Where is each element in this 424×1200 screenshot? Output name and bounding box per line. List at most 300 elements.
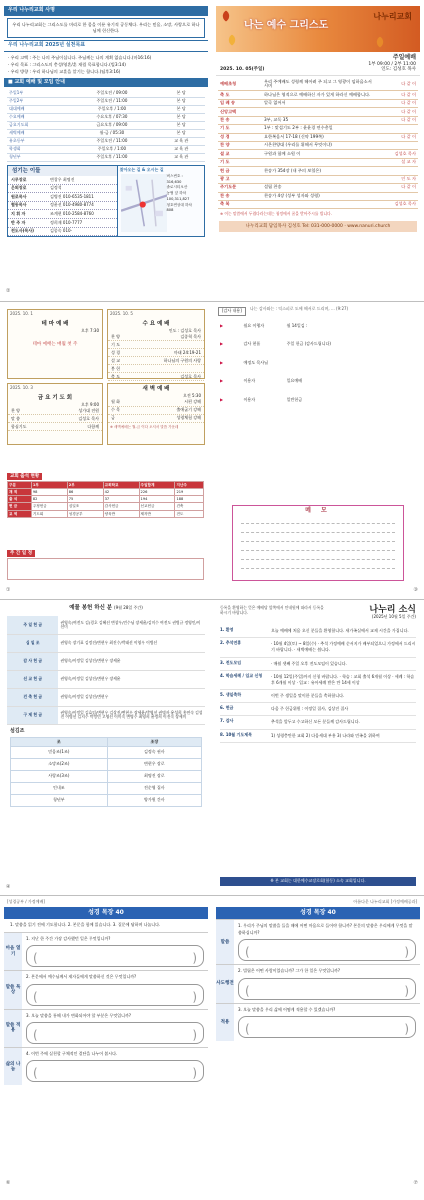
group-cell: 전순영 집사 [107, 783, 201, 795]
worship-cell: 수요오후 / 07:30 [66, 113, 157, 121]
news-item [220, 671, 416, 690]
order-cell: 구원과 함께 소원 이 [262, 150, 374, 158]
worship-cell: 청년부 [7, 153, 66, 161]
thanks-name: 이용자 [243, 378, 256, 384]
thanks-name: 이용자 [243, 396, 256, 402]
service-note: 테마 예배는 매월 첫 주 [32, 341, 78, 347]
study-section: 사도행전 [216, 965, 234, 1002]
page-offerings [4, 602, 208, 892]
news-list [220, 625, 416, 743]
worship-cell: 금요오후 / 09:00 [66, 121, 157, 129]
order-row [218, 150, 418, 158]
staff-role: 원로목사 [11, 193, 27, 199]
group-cell: 믿음조(1조) [11, 747, 108, 759]
order-cell: 설 교 [218, 150, 262, 158]
attendance-row [8, 489, 204, 496]
leaf-icon [226, 34, 237, 45]
news-footer: ※ 본 교회는 대한예수교장로회(합동) 소속 교회입니다. [220, 877, 416, 886]
news-item-title: 4. 학습세례 / 입교 신청 [220, 672, 263, 678]
service-date: 2025. 10. 05(주일) [220, 67, 265, 73]
study-question: 1. 지난 한 주간 가장 감사했던 일은 무엇입니까? [26, 935, 111, 941]
answer-box[interactable] [238, 939, 416, 961]
staff-role: 은퇴장로 [11, 185, 27, 191]
staff-name: 조계현 010-2584-8760 [50, 210, 94, 216]
news-item-title: 6. 헌금 [220, 705, 234, 711]
service-leader: 인도 : 김성호 목사 [168, 327, 201, 333]
study-section: 말씀 묵상 [4, 971, 22, 1008]
group-table [10, 737, 202, 808]
service-row [108, 357, 204, 365]
worship-cell: 주일1부 [7, 89, 66, 97]
offering-type: 감 사 헌 금 [7, 652, 58, 670]
attendance-cell: 건축 [175, 503, 204, 510]
attendance-cell: 재 적 [8, 489, 32, 496]
worship-cell: 주일2부 [7, 97, 66, 105]
service-person: 성령체험 강해 [176, 415, 201, 421]
page-order-of-worship [216, 6, 420, 296]
worship-table [7, 89, 205, 162]
answer-box[interactable] [238, 978, 416, 1000]
staff-name: 변창우 최명진 [50, 176, 75, 182]
service-person: 김성호 목사 [180, 373, 201, 379]
worship-row [7, 121, 205, 129]
attendance-table [7, 481, 204, 518]
attendance-cell: 전도 [175, 510, 204, 517]
attendance-row [8, 482, 204, 489]
page-number: ⑦ [413, 1180, 418, 1187]
order-cell: 다 같 이 [374, 184, 418, 192]
order-cell: 다 같 이 [374, 78, 418, 91]
order-cell [374, 192, 418, 200]
order-cell: 축 복 [218, 200, 262, 208]
worship-cell: 교 육 관 [157, 145, 205, 153]
service-item: 기 도 [111, 341, 120, 347]
worship-cell: 대대예배 [7, 105, 66, 113]
attendance-cell: 82 [31, 496, 67, 503]
attendance-cell: 42 [103, 489, 139, 496]
page-number: ① [6, 587, 11, 594]
group-row [11, 795, 202, 807]
attendance-cell: 구분 [8, 482, 32, 489]
attendance-cell: 1부 [31, 482, 67, 489]
staff-row [8, 185, 117, 194]
attendance-cell: 75 [67, 496, 103, 503]
leaf-icon [220, 10, 231, 21]
staff-role: 협동목사 [11, 202, 27, 208]
attendance-cell: 37 [103, 496, 139, 503]
attendance-cell: 주일합계 [139, 482, 175, 489]
order-cell [262, 158, 374, 166]
attendance-cell: 교 역 [8, 510, 32, 517]
attendance-cell: 86 [67, 489, 103, 496]
worship-header: ■ 교회 예배 및 모임 안내 [4, 78, 208, 88]
attendance-cell: 219 [175, 489, 204, 496]
service-row [108, 349, 204, 357]
group-cell: 조 [11, 737, 108, 747]
page-bible-study-2 [216, 898, 420, 1188]
service-person: 마태 24:19-21 [173, 349, 201, 355]
vision-item: · 우리 방향 : 우리 하나님의 교훈을 알기는 합니다.(딤후3:16) [8, 69, 121, 75]
worship-row [7, 145, 205, 153]
order-cell [262, 108, 374, 116]
order-row [218, 116, 418, 124]
offering-title: 예물 봉헌 하신 분 [69, 605, 113, 611]
theme-title: 나는 예수 그리스도 [244, 20, 329, 31]
news-item-text: 1) 성령충만한 교회 2) 다음세대 부흥 3) 나라와 민족을 위하여 [270, 732, 380, 738]
study-question: 3. 오늘 말씀을 우리 삶에 어떻게 적용할 수 있겠습니까? [238, 1006, 336, 1012]
staff-role: 반 주 자 [11, 219, 26, 225]
service-item: 수 목 [111, 407, 120, 413]
order-row [218, 167, 418, 175]
group-cell: 조장 [107, 737, 201, 747]
news-item [220, 625, 416, 638]
news-item-title: 8. 10월 기도제목 [220, 731, 252, 737]
worship-row [7, 129, 205, 137]
order-cell: 김성호 목사 [374, 150, 418, 158]
group-row [11, 771, 202, 783]
page-number: ③ [413, 587, 418, 594]
news-item [220, 658, 416, 671]
worship-cell: 본 당 [157, 97, 205, 105]
thanks-row [216, 377, 420, 386]
service-person: 다함께 [87, 423, 99, 429]
attendance-cell: 194 [139, 496, 175, 503]
schedule-header: 주 간 일 정 [7, 550, 35, 557]
staff-section [7, 165, 205, 237]
study-row [4, 970, 208, 1008]
study-section: 적용 [216, 1004, 234, 1041]
offering-row [7, 670, 205, 688]
order-cell: 광 고 [218, 175, 262, 183]
news-item [220, 730, 416, 743]
answer-box[interactable] [238, 1016, 416, 1038]
bullet: ▶ [220, 341, 224, 347]
thanks-name: 월요 이행자 [243, 322, 265, 328]
bullet: ▶ [220, 396, 224, 402]
order-cell: 3부, 교독 35 [262, 116, 374, 124]
church-footer: 나누리교회 담임목사 김성호 Tel: 031-000-0000 · www.nanuri.church [219, 221, 417, 232]
attendance-cell: 헌 금 [8, 503, 32, 510]
attendance-row [8, 503, 204, 510]
service-item: 금 [111, 415, 115, 421]
news-item-text: 다음 주 헌금위원 : 이정일 집사, 김상진 집사 [270, 706, 349, 712]
separator [0, 301, 424, 302]
group-cell: 김정숙 권사 [107, 747, 201, 759]
attendance-cell: 지난주 [175, 482, 204, 489]
staff-row [8, 193, 117, 202]
service-row [108, 415, 204, 423]
news-item-title: 5. 생일축하 [220, 692, 242, 698]
order-cell: 시온찬양대 (우리를 위해서 무엇이냐) [262, 142, 374, 150]
vision-item: · 우리 고백 : 주는 나의 주님이십니다. 주님께는 나의 계획 없습니다.(마16:16) [8, 55, 152, 61]
service-person: 출애굽기 강해 [176, 407, 201, 413]
order-cell: 찬송가 4장 (성부 성자와 성령) [262, 192, 374, 200]
worship-row [7, 153, 205, 161]
bullet: ▶ [220, 359, 224, 365]
group-cell: 최명진 장로 [107, 771, 201, 783]
news-item-title: 3. 전도모임 [220, 659, 242, 665]
page-prayer-memo [216, 305, 420, 595]
map-note: 버스번호 : [166, 173, 183, 178]
staff-name: 김종숙 010- [50, 228, 72, 234]
order-cell: 다 같 이 [374, 108, 418, 116]
order-cell: 찬송가 354장 (내 주의 보혈은) [262, 167, 374, 175]
study-title: 성경 목장 40 [216, 907, 420, 920]
staff-title: 섬기는 이들 [8, 166, 117, 176]
order-cell [374, 167, 418, 175]
page-bible-study-1 [4, 898, 208, 1188]
service-time: 오후 9:00 [81, 401, 99, 407]
group-cell: 인내조 [11, 783, 108, 795]
order-row [218, 91, 418, 99]
offering-row [7, 634, 205, 652]
study-question: 3. 오늘 말씀을 통해 내가 변화되어야 할 부분은 무엇입니까? [26, 1012, 131, 1018]
offering-row [7, 706, 205, 724]
page-news [216, 602, 420, 892]
service-item: 축 도 [111, 373, 120, 379]
separator [0, 895, 424, 896]
order-cell: 설 교 자 [374, 158, 418, 166]
service-time: 오전 5:30 [183, 393, 201, 399]
worship-cell: 금요기도회 [7, 121, 66, 129]
weekly-schedule [7, 550, 204, 580]
worship-cell: 본 당 [157, 105, 205, 113]
worship-cell: 월-금 / 05:30 [66, 129, 157, 137]
service-row [108, 407, 204, 415]
map-title: 찾아오는 길 & 오시는 길 [119, 166, 164, 172]
news-item-title: 1. 환영 [220, 626, 234, 632]
service-title: 금 요 기 도 회 [37, 394, 73, 401]
thanks-note: 김 : [300, 322, 308, 328]
date: 2025. 10. 5 [110, 311, 133, 316]
separator [0, 599, 424, 600]
worship-cell: 주일오후 / 1:00 [66, 105, 157, 113]
thanks-name: 감사 현품 [243, 341, 261, 347]
group-row [11, 759, 202, 771]
dawn-note: ※ 새벽예배는 월-금 이다 오셔서 말씀 가운데 [110, 424, 179, 429]
map-image [121, 174, 168, 232]
study-intro: 1. 말씀을 읽기 전에 기도합니다. 2. 본문을 함께 읽습니다. 3. 질문에 답하며 나눕니다. [10, 922, 161, 928]
worship-cell: 학생회 [7, 145, 66, 153]
offering-names: 권영숙 장기표 김정진/변현우 최진수/박태선 이영우 이병선 [58, 634, 205, 652]
bullet: ▶ [220, 322, 224, 328]
order-cell: 다 같 이 [374, 116, 418, 124]
study-question: 1. 우리가 주님의 말씀을 들을 때에 어떤 마음으로 들어야 합니까? 본문의 말씀은 우리에게 무엇을 말씀하십니까? [238, 923, 413, 935]
attendance-cell: 성경공부 [67, 510, 103, 517]
order-cell: 헌 금 [218, 167, 262, 175]
attendance-cell: 양육반 [103, 510, 139, 517]
worship-cell: 주일오전 / 11:00 [66, 137, 157, 145]
answer-box[interactable] [26, 984, 204, 1006]
map-note: 농협 앞 하차 [166, 191, 187, 196]
news-item [220, 638, 416, 657]
study-body [22, 971, 208, 1008]
staff-row [8, 176, 117, 185]
service-time: 1부 09:00 / 2부 11:00 [368, 61, 416, 67]
staff-name: 정윤선 010-4980-8774 [50, 202, 94, 208]
order-cell: 인 도 자 [374, 175, 418, 183]
worship-cell: 주일오후 / 1:00 [66, 145, 157, 153]
thanks-text: 나는 감사와는 : 익스피로 도에 해서로 드리며, ... (9:27) [249, 306, 349, 311]
page-number: ② [6, 288, 11, 295]
group-row [11, 737, 202, 747]
answer-box[interactable] [26, 1060, 204, 1082]
worship-cell: 본 당 [157, 129, 205, 137]
map-note: 808 [166, 208, 174, 213]
service-person: 성가대 전원 [78, 407, 99, 413]
order-cell [262, 200, 374, 208]
service-row [8, 408, 102, 416]
study-row [4, 1009, 208, 1047]
service-title: 테 마 예 배 [41, 320, 69, 327]
staff-row [8, 210, 117, 219]
order-row [218, 200, 418, 208]
offering-row [7, 688, 205, 706]
news-header [216, 602, 420, 623]
thanks-row [216, 396, 420, 405]
order-cell: 찬 송 [218, 192, 262, 200]
service-row [8, 415, 102, 423]
page-number: ⑥ [6, 1180, 11, 1187]
wednesday-service-box [107, 309, 205, 379]
offering-names: 권영숙/이정일 김상진/변현우 장세윤 [58, 670, 205, 688]
vision-header-2: 우리 나누리교회 2025년 실천목표 [4, 40, 208, 52]
offering-row [7, 652, 205, 670]
study-row [216, 1003, 420, 1041]
service-leader: 인도: 김성호 목사 [381, 67, 416, 73]
study-row [216, 964, 420, 1002]
offering-names: 권영숙/이정일 김효임/변현우 김상진/변현우 장세윤/박영선 권명자 윤성희 홍연숙 김성진 이병선 김지수 박정민 고영선 이미숙 변명수 최영희 윤정희 이진숙 장세미 [58, 706, 205, 724]
staff-role: 시무장로 [11, 176, 27, 182]
answer-box[interactable] [26, 1022, 204, 1044]
service-person: 김성호 목사 [78, 415, 99, 421]
study-body [234, 920, 420, 964]
group-row [11, 747, 202, 759]
answer-box[interactable] [26, 945, 204, 967]
church-logo: 나누리교회 [373, 12, 412, 21]
news-date: (2025년 10월 5일 주간) [371, 614, 416, 620]
service-item: 성 경 [111, 349, 120, 355]
order-cell [374, 142, 418, 150]
service-row [8, 423, 102, 431]
offering-type: 선 교 헌 금 [7, 670, 58, 688]
study-body [234, 965, 420, 1002]
thanks-name: 예정도 목사님 [243, 359, 268, 365]
service-row [108, 399, 204, 407]
offering-names: 권영숙(여전도 김)경호 김혜선 변창우/민수님 장세윤/김미수 여전도 권병규 정영인/이선미 [58, 616, 205, 634]
offering-type: 건 축 헌 금 [7, 688, 58, 706]
study-question: 4. 이번 주에 실천할 구체적인 결단을 나누어 봅시다. [26, 1051, 118, 1057]
news-item-title: 7. 감사 [220, 718, 234, 724]
offering-table [7, 616, 205, 725]
staff-name: 정희재 010-7777 [50, 219, 83, 225]
news-item [220, 716, 416, 729]
worship-row [7, 137, 205, 145]
page-weekly-services [4, 305, 208, 595]
dawn-service-box [107, 383, 205, 445]
friday-prayer-box [7, 383, 103, 445]
order-cell: 다 같 이 [374, 91, 418, 99]
service-name: 주일예배 [392, 54, 416, 61]
group-cell: 변현우 장로 [107, 759, 201, 771]
order-cell: 찬 양 [218, 142, 262, 150]
service-row [108, 334, 204, 342]
map-note: 솔로시티오산 [166, 185, 188, 190]
memo-box [232, 505, 404, 581]
order-row [218, 175, 418, 183]
attendance-cell: 출 석 [8, 496, 32, 503]
group-cell: 청년부 [11, 795, 108, 807]
study-title: 성경 목장 40 [4, 907, 208, 920]
attendance-cell: 제자반 [139, 510, 175, 517]
study-body [22, 1048, 208, 1085]
thanks-detail: 일요예배 [286, 378, 303, 384]
map-note: 316,630 [166, 179, 182, 184]
attendance-cell: 교회학교 [103, 482, 139, 489]
order-table [218, 78, 418, 209]
date: 2025. 10. 3 [10, 385, 33, 390]
service-row [108, 341, 204, 349]
map-icon [121, 174, 168, 232]
order-cell: 주기도문 [218, 184, 262, 192]
service-row [108, 365, 204, 373]
study-body [22, 933, 208, 970]
group-title: 섬김조 [10, 727, 25, 734]
study-body [22, 1010, 208, 1047]
worship-cell: 교 육 관 [157, 153, 205, 161]
group-cell: 양가원 간사 [107, 795, 201, 807]
worship-row [7, 97, 205, 105]
service-title: 새 벽 예 배 [142, 386, 170, 392]
order-row [218, 99, 418, 107]
page-vision-staff [4, 6, 208, 296]
theme-service-box [7, 309, 103, 379]
attendance-cell: 감사헌금 [103, 503, 139, 510]
offering-type: 구 제 헌 금 [7, 706, 58, 724]
order-row [218, 192, 418, 200]
staff-row [8, 202, 117, 211]
staff-row [8, 228, 117, 237]
offering-title-wrap [4, 602, 208, 614]
order-cell: 성 경 [218, 133, 262, 141]
study-body [234, 1004, 420, 1041]
news-item-title: 2. 추석연휴 [220, 640, 242, 646]
group-cell: 사랑조(3조) [11, 771, 108, 783]
vision-item: · 우리 목표 : 그리스도의 충성/영혼/훈 재림 목표합니다.(빌3:14) [8, 62, 126, 68]
thanks-row [216, 322, 420, 331]
worship-row [7, 113, 205, 121]
order-cell: 신앙고백 [218, 108, 262, 116]
attendance-cell: 주정헌금 [31, 503, 67, 510]
thanks-detail: 주일 헌금 (감사드립니다) [286, 341, 331, 347]
service-person: 김종혁 목사 [180, 333, 201, 339]
attendance-cell: 98 [31, 489, 67, 496]
service-person: 시편 강해 [184, 399, 201, 405]
study-header: 아름다운 나누리교회 [가정예배공과] [353, 899, 417, 904]
order-cell: 입 례 송 [218, 99, 262, 107]
order-row [218, 78, 418, 91]
order-row [218, 184, 418, 192]
order-cell: 다 같 이 [374, 133, 418, 141]
worship-cell: 주일오전 / 09:00 [66, 89, 157, 97]
worship-cell: 유초등부 [7, 137, 66, 145]
vision-text: 우리 나누리교회는 그리스도를 머리로 한 몸을 이룬 유기적 공동체다. 우리는 믿음, 소망, 사랑으로 하나님께 헌신한다. [7, 18, 205, 39]
service-item: 찬 양 [11, 407, 20, 413]
study-header: [성경공부 / 가정예배] [7, 899, 45, 904]
order-cell: 설립 찬송 [262, 184, 374, 192]
staff-role: 전도사(목사) [11, 228, 34, 234]
service-info [216, 52, 420, 76]
